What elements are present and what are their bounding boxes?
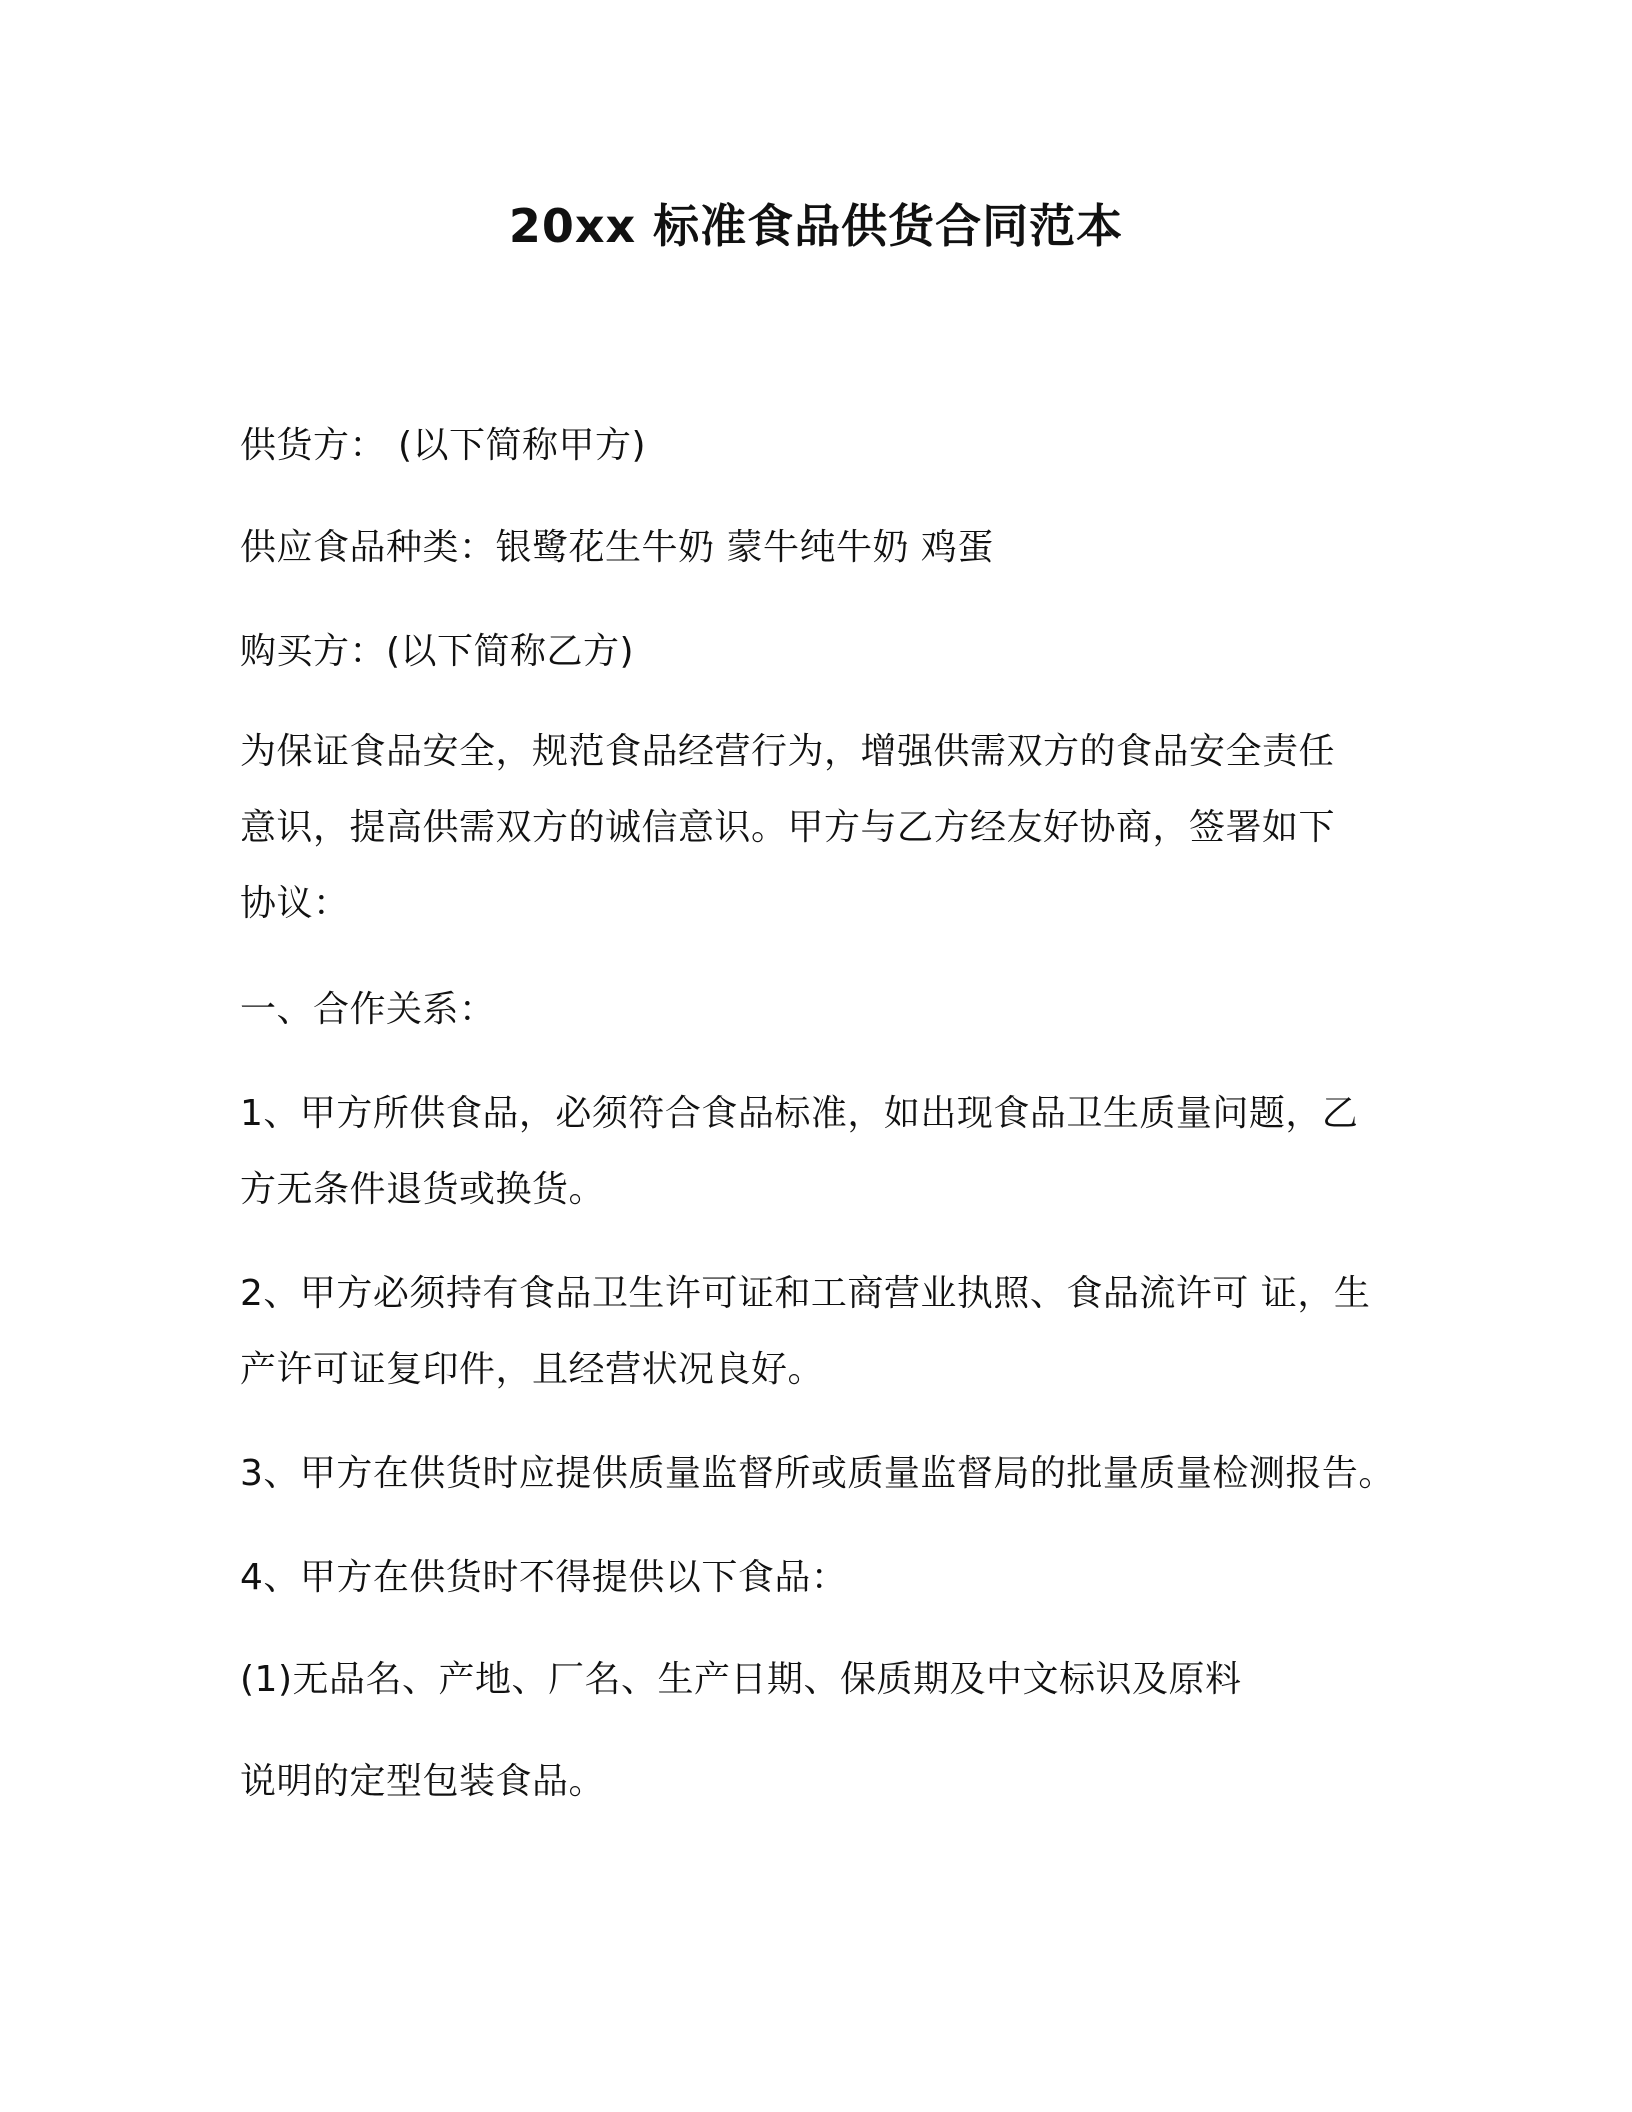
buyer-line: 购买方：(以下简称乙方)	[240, 631, 635, 672]
section-heading: 一、合作关系：	[240, 989, 496, 1030]
supplier-line: 供货方： (以下简称甲方)	[240, 425, 647, 466]
clause-1-line-2: 方无条件退货或换货。	[240, 1169, 606, 1210]
clause-1-line-1: 1、甲方所供食品，必须符合食品标准，如出现食品卫生质量问题，乙	[240, 1093, 1359, 1134]
intro-paragraph-line-3: 协议：	[240, 883, 350, 924]
document-title: 20xx 标准食品供货合同范本	[508, 199, 1124, 253]
sub-clause-1-line-1: (1)无品名、产地、厂名、生产日期、保质期及中文标识及原料	[240, 1659, 1242, 1700]
clause-4: 4、甲方在供货时不得提供以下食品：	[240, 1557, 848, 1598]
clause-2-line-1: 2、甲方必须持有食品卫生许可证和工商营业执照、食品流许可 证，生	[240, 1273, 1371, 1314]
intro-paragraph-line-1: 为保证食品安全，规范食品经营行为，增强供需双方的食品安全责任	[240, 731, 1336, 772]
food-types-line: 供应食品种类：银鹭花生牛奶 蒙牛纯牛奶 鸡蛋	[240, 527, 994, 568]
sub-clause-1-line-2: 说明的定型包装食品。	[240, 1761, 606, 1802]
clause-2-line-2: 产许可证复印件，且经营状况良好。	[240, 1349, 825, 1390]
intro-paragraph-line-2: 意识，提高供需双方的诚信意识。甲方与乙方经友好协商，签署如下	[240, 807, 1336, 848]
clause-3: 3、甲方在供货时应提供质量监督所或质量监督局的批量质量检测报告。	[240, 1453, 1395, 1494]
